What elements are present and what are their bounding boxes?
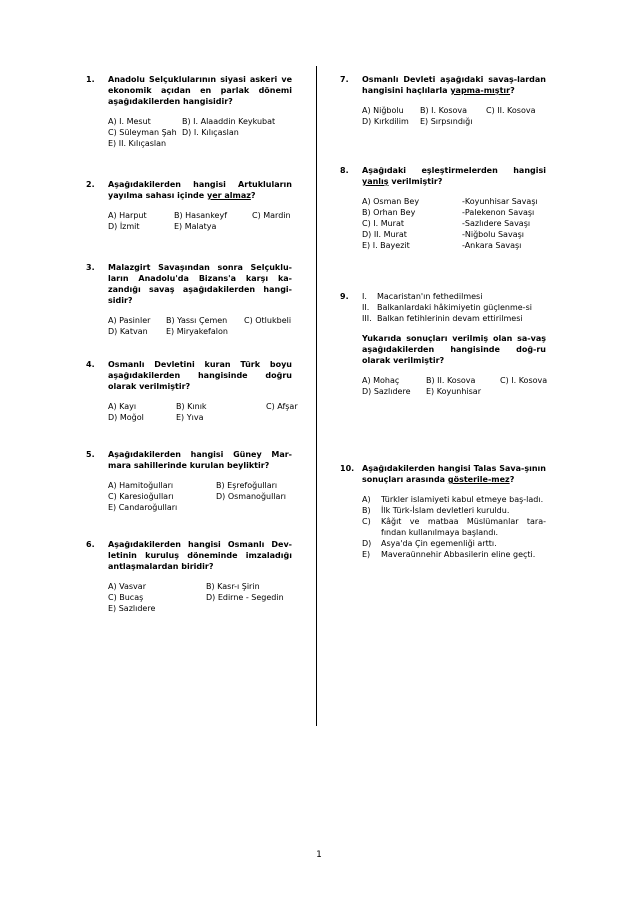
- statement-list: [362, 291, 546, 324]
- question-9: [334, 291, 546, 397]
- option-b[interactable]: [362, 505, 546, 516]
- option-label: D): [362, 539, 372, 548]
- stem-text: Aşağıdakilerden hangisi Talas Sava-şının sonuçları arasında: [362, 464, 546, 484]
- option-a[interactable]: A) Osman Bey: [362, 197, 420, 206]
- question-stem: Aşağıdakilerden hangisi Osmanlı Dev-letinin kuruluş döneminde imzaladığı antlaşmalardan biridir?: [108, 540, 292, 571]
- matching-options: [362, 196, 546, 251]
- option-label: A): [362, 495, 371, 504]
- option-a[interactable]: A) Kayı: [108, 402, 137, 411]
- question-number: 6.: [86, 540, 95, 549]
- stem-text: Aşağıdakilerden hangisi Artukluların yayılma sahası içinde: [108, 180, 292, 200]
- question-number: 1.: [86, 75, 95, 84]
- options: [362, 375, 546, 397]
- question-stem: [362, 165, 546, 187]
- question-stem: [108, 179, 292, 201]
- option-d[interactable]: D) İzmit: [108, 222, 140, 231]
- stem-text: ?: [250, 191, 256, 200]
- option-a[interactable]: A) Niğbolu: [362, 106, 404, 115]
- option-text: İlk Türk-İslam devletleri kuruldu.: [381, 506, 510, 515]
- question-stem: Yukarıda sonuçları verilmiş olan sa-vaş aşağıdakilerden hangisinde doğ-ru olarak verilmiştir?: [362, 334, 546, 365]
- option-b[interactable]: B) Kasr-ı Şirin: [206, 582, 260, 591]
- question-stem: [362, 463, 546, 485]
- option-d[interactable]: D) Sazlıdere: [362, 387, 411, 396]
- options: [108, 480, 292, 513]
- question-stem: Malazgirt Savaşından sonra Selçuklu-ların Anadolu'da Bizans'a karşı ka-zandığı savaş aşağıdakilerden hangi-sidir?: [108, 263, 292, 305]
- option-c[interactable]: [362, 516, 546, 538]
- option-c[interactable]: C) Süleyman Şah: [108, 128, 177, 137]
- option-b[interactable]: B) I. Kosova: [420, 106, 468, 115]
- statement-text: Macaristan'ın fethedilmesi: [377, 292, 483, 301]
- option-c[interactable]: C) I. Kosova: [500, 376, 548, 385]
- option-e[interactable]: E) Malatya: [174, 222, 217, 231]
- option-e[interactable]: E) II. Kılıçaslan: [108, 139, 167, 148]
- option-text: Türkler islamiyeti kabul etmeye baş-ladı.: [381, 495, 544, 504]
- option-d-match: -Niğbolu Savaşı: [462, 230, 524, 239]
- option-d[interactable]: D) Katvan: [108, 327, 148, 336]
- options: [108, 315, 292, 337]
- option-e[interactable]: E) Miryakefalon: [166, 327, 228, 336]
- option-c[interactable]: C) Bucaş: [108, 593, 144, 602]
- option-b[interactable]: B) Orhan Bey: [362, 208, 416, 217]
- option-e[interactable]: E) Candaroğulları: [108, 503, 178, 512]
- option-e[interactable]: [362, 549, 546, 560]
- option-e[interactable]: E) Yıva: [176, 413, 204, 422]
- options: [108, 116, 292, 149]
- question-number: 8.: [340, 166, 349, 175]
- statement-label: III.: [362, 314, 372, 323]
- option-e[interactable]: E) Sırpsındığı: [420, 117, 473, 126]
- left-column: [80, 74, 298, 614]
- options: [108, 581, 292, 614]
- options: [362, 105, 546, 127]
- option-a-match: -Koyunhisar Savaşı: [462, 197, 538, 206]
- question-8: [334, 165, 546, 251]
- stem-emphasis: yanlış: [362, 177, 389, 186]
- option-text: Maveraünnehir Abbasilerin eline geçti.: [381, 550, 536, 559]
- option-d[interactable]: D) I. Kılıçaslan: [182, 128, 239, 137]
- option-c[interactable]: C) Afşar: [266, 402, 298, 411]
- question-number: 2.: [86, 180, 95, 189]
- page-number: 1: [316, 850, 322, 860]
- option-c[interactable]: C) Karesioğulları: [108, 492, 174, 501]
- option-e[interactable]: E) I. Bayezit: [362, 241, 410, 250]
- question-number: 10.: [340, 464, 355, 473]
- question-number: 4.: [86, 360, 95, 369]
- option-c[interactable]: C) I. Murat: [362, 219, 404, 228]
- right-column: [334, 74, 546, 560]
- stem-text: Aşağıdaki eşleştirmelerden hangisi: [362, 166, 546, 175]
- option-b[interactable]: B) II. Kosova: [426, 376, 476, 385]
- question-number: 9.: [340, 292, 349, 301]
- option-b[interactable]: B) Kınık: [176, 402, 207, 411]
- statement-text: Balkanlardaki hâkimiyetin güçlenme-si: [377, 303, 532, 312]
- question-2: [80, 179, 292, 232]
- options: [108, 401, 298, 423]
- option-e[interactable]: E) Sazlıdere: [108, 604, 156, 613]
- question-number: 3.: [86, 263, 95, 272]
- stem-emphasis: gösterile-mez: [447, 475, 510, 484]
- question-stem: Aşağıdakilerden hangisi Güney Mar-mara sahillerinde kurulan beyliktir?: [108, 450, 292, 470]
- option-b[interactable]: B) Yassı Çemen: [166, 316, 228, 325]
- stem-text: verilmiştir?: [388, 177, 443, 186]
- option-c[interactable]: C) II. Kosova: [486, 106, 536, 115]
- option-text: Kâğıt ve matbaa Müslümanlar tara-fından kullanılmaya başlandı.: [381, 517, 546, 537]
- option-a[interactable]: A) Pasinler: [108, 316, 151, 325]
- question-stem: [362, 74, 546, 96]
- option-e[interactable]: E) Koyunhisar: [426, 387, 481, 396]
- statement-label: II.: [362, 303, 370, 312]
- question-4: [80, 359, 298, 423]
- question-3: [80, 262, 292, 337]
- question-number: 7.: [340, 75, 349, 84]
- question-5: [80, 449, 292, 513]
- option-c-match: -Sazlıdere Savaşı: [462, 219, 531, 228]
- option-d[interactable]: D) Kırkdilim: [362, 117, 409, 126]
- option-label: B): [362, 506, 371, 515]
- question-1: [80, 74, 292, 149]
- column-divider: [316, 66, 317, 726]
- option-a[interactable]: A) Hamitoğulları: [108, 481, 174, 490]
- option-a[interactable]: A) Harput: [108, 211, 147, 220]
- option-a[interactable]: [362, 494, 546, 505]
- question-number: 5.: [86, 450, 95, 459]
- option-e-match: -Ankara Savaşı: [462, 241, 522, 250]
- option-b-match: -Palekenon Savaşı: [462, 208, 535, 217]
- statement-item: [362, 313, 546, 324]
- stem-text: ?: [510, 86, 515, 95]
- statement-item: [362, 302, 546, 313]
- statement-label: I.: [362, 292, 367, 301]
- option-b[interactable]: B) Hasankeyf: [174, 211, 228, 220]
- option-d[interactable]: D) Moğol: [108, 413, 144, 422]
- option-a[interactable]: A) Mohaç: [362, 376, 400, 385]
- option-d[interactable]: [362, 538, 546, 549]
- option-a[interactable]: A) I. Mesut: [108, 117, 151, 126]
- option-text: Asya'da Çin egemenliği arttı.: [381, 539, 497, 548]
- stem-emphasis: yer almaz: [207, 191, 251, 200]
- option-c[interactable]: C) Otlukbeli: [244, 316, 292, 325]
- stem-text: ?: [509, 475, 515, 484]
- option-d[interactable]: D) Edirne - Segedin: [206, 593, 284, 602]
- option-d[interactable]: D) II. Murat: [362, 230, 407, 239]
- options: [108, 210, 292, 232]
- option-b[interactable]: B) Eşrefoğulları: [216, 481, 278, 490]
- question-10: [334, 463, 546, 560]
- option-c[interactable]: C) Mardin: [252, 211, 291, 220]
- option-label: C): [362, 517, 371, 526]
- option-b[interactable]: B) I. Alaaddin Keykubat: [182, 117, 276, 126]
- options: [362, 494, 546, 560]
- stem-emphasis: yapma-mıştır: [450, 86, 511, 95]
- option-a[interactable]: A) Vasvar: [108, 582, 146, 591]
- question-stem: Anadolu Selçuklularının siyasi askeri ve ekonomik açıdan en parlak dönemi aşağıdakilerden hangisidir?: [108, 75, 292, 106]
- question-6: [80, 539, 292, 614]
- statement-text: Balkan fetihlerinin devam ettirilmesi: [377, 314, 523, 323]
- question-7: [334, 74, 546, 127]
- statement-item: [362, 291, 546, 302]
- option-label: E): [362, 550, 371, 559]
- stem-text: Osmanlı Devleti aşağıdaki savaş-lardan hangisini haçlılarla: [362, 75, 546, 95]
- question-stem: Osmanlı Devletini kuran Türk boyu aşağıdakilerden hangisinde doğru olarak verilmiştir?: [108, 360, 292, 391]
- option-d[interactable]: D) Osmanoğulları: [216, 492, 286, 501]
